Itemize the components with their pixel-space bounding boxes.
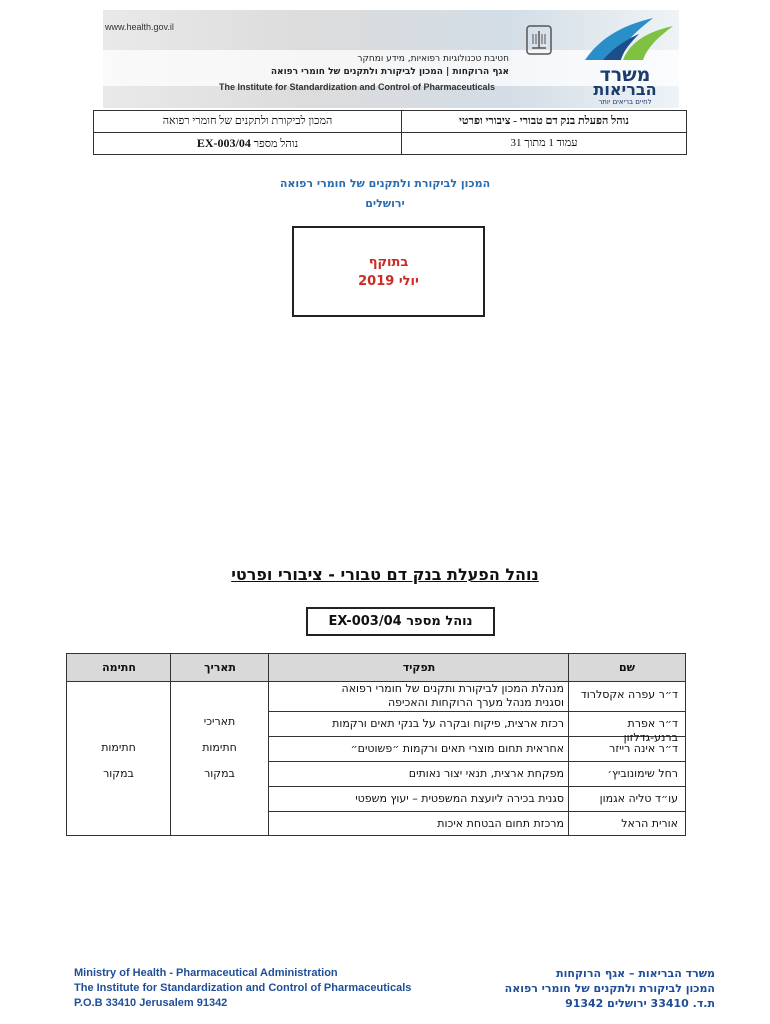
table-border-bottom (66, 835, 686, 836)
table-header-row (66, 653, 686, 682)
stamp-date: יולי 2019 (358, 274, 419, 289)
table-row-name: ד״ר אינה רייזר (609, 742, 678, 755)
header-procedure-number-label: נוהל מספר (253, 138, 299, 150)
table-row-name: רחל שימונוביץ׳ (607, 767, 678, 780)
logo-swoosh-icon (573, 14, 677, 64)
date-cell-line: תאריכי (203, 715, 236, 728)
table-row-role: אחראית תחום מוצרי תאים ורקמות ״פשוטים״ (350, 742, 564, 755)
table-row-role: רכזת ארצית, פיקוח ובקרה על בנקי תאים ורקמות (332, 717, 564, 730)
column-header-signature: חתימה (102, 661, 136, 674)
validity-stamp (292, 226, 485, 317)
table-row-name: אורית הראל (621, 817, 678, 830)
column-divider (568, 653, 569, 836)
header-procedure-number (94, 133, 401, 155)
logo-slogan: לחיים בריאים יותר (598, 98, 652, 106)
city-title: ירושלים (365, 197, 405, 210)
header-institute-name: המכון לביקורת ולתקנים של חומרי רפואה (162, 115, 333, 127)
footer-english-line: P.O.B 33410 Jerusalem 91342 (74, 997, 228, 1009)
table-row-role: מנהלת המכון לביקורת ותקנים של חומרי רפואה (341, 682, 564, 695)
header-procedure-title: נוהל הפעלת בנק דם טבורי - ציבורי ופרטי (459, 115, 629, 127)
row-divider (268, 711, 686, 712)
banner-department-line: אגף הרוקחות | המכון לביקורת ולתקנים של חומרי רפואה (270, 67, 509, 77)
signature-cell-line: במקור (103, 767, 134, 780)
procedure-number-box: נוהל מספר EX-003/04 (306, 607, 495, 636)
signatures-table (66, 653, 686, 836)
footer-english-line: Ministry of Health - Pharmaceutical Administration (74, 967, 338, 979)
footer-hebrew-line: משרד הבריאות – אגף הרוקחות (556, 967, 715, 980)
ministry-logo (573, 14, 677, 106)
signature-cell-line: חתימות (101, 741, 136, 754)
stamp-status: בתוקף (368, 255, 409, 270)
document-title: נוהל הפעלת בנק דם טבורי - ציבורי ופרטי (231, 565, 539, 584)
column-header-name: שם (618, 661, 635, 674)
footer-english (74, 966, 411, 1011)
column-header-date: תאריך (204, 661, 236, 674)
document-header-table (93, 110, 687, 155)
date-cell-line: במקור (204, 767, 235, 780)
banner-institute-english: The Institute for Standardization and Control of Pharmaceuticals (219, 82, 496, 92)
column-header-role: תפקיד (402, 661, 436, 674)
row-divider (268, 761, 686, 762)
table-row-name: ד״ר אפרת ברנע-גדלזון (623, 717, 678, 744)
footer-hebrew-line: ת.ד. 33410 ירושלים 91342 (565, 997, 715, 1010)
date-cell-line: חתימות (202, 741, 237, 754)
footer-hebrew (505, 966, 715, 1011)
institute-title: המכון לביקורת ולתקנים של חומרי רפואה (279, 177, 491, 190)
row-divider (268, 786, 686, 787)
footer-hebrew-line: המכון לביקורת ולתקנים של חומרי רפואה (504, 982, 715, 995)
table-row-role: מפקחת ארצית, תנאי יצור נאותים (408, 767, 564, 780)
footer-english-line: The Institute for Standardization and Control of Pharmaceuticals (74, 982, 412, 994)
header-page-count: עמוד 1 מתוך 31 (510, 137, 578, 149)
banner-division-line: חטיבת טכנולוגיות רפואיות, מידע ומחקר (357, 54, 509, 64)
table-row-role: מרכזת תחום הבטחת איכות (437, 817, 564, 830)
website-url: www.health.gov.il (105, 22, 174, 32)
table-row-role: סגנית בכירה ליועצת המשפטית – יעוץ משפטי (355, 792, 564, 805)
logo-title-bottom: הבריאות (593, 80, 657, 99)
header-banner (103, 10, 679, 108)
row-divider (268, 811, 686, 812)
table-border-right (685, 653, 686, 836)
state-emblem-icon (523, 24, 555, 56)
table-row-role-continued: וסגנית מנהל מערך הרוקחות והאכיפה (387, 696, 564, 709)
column-divider (268, 653, 269, 836)
header-procedure-number-value: EX-003/04 (196, 136, 251, 150)
table-row-name: עו״ד טליה אגמון (599, 792, 678, 805)
logo-title-top: משרד (599, 64, 651, 86)
table-row-name: ד״ר עפרה אקסלרוד (580, 688, 678, 701)
